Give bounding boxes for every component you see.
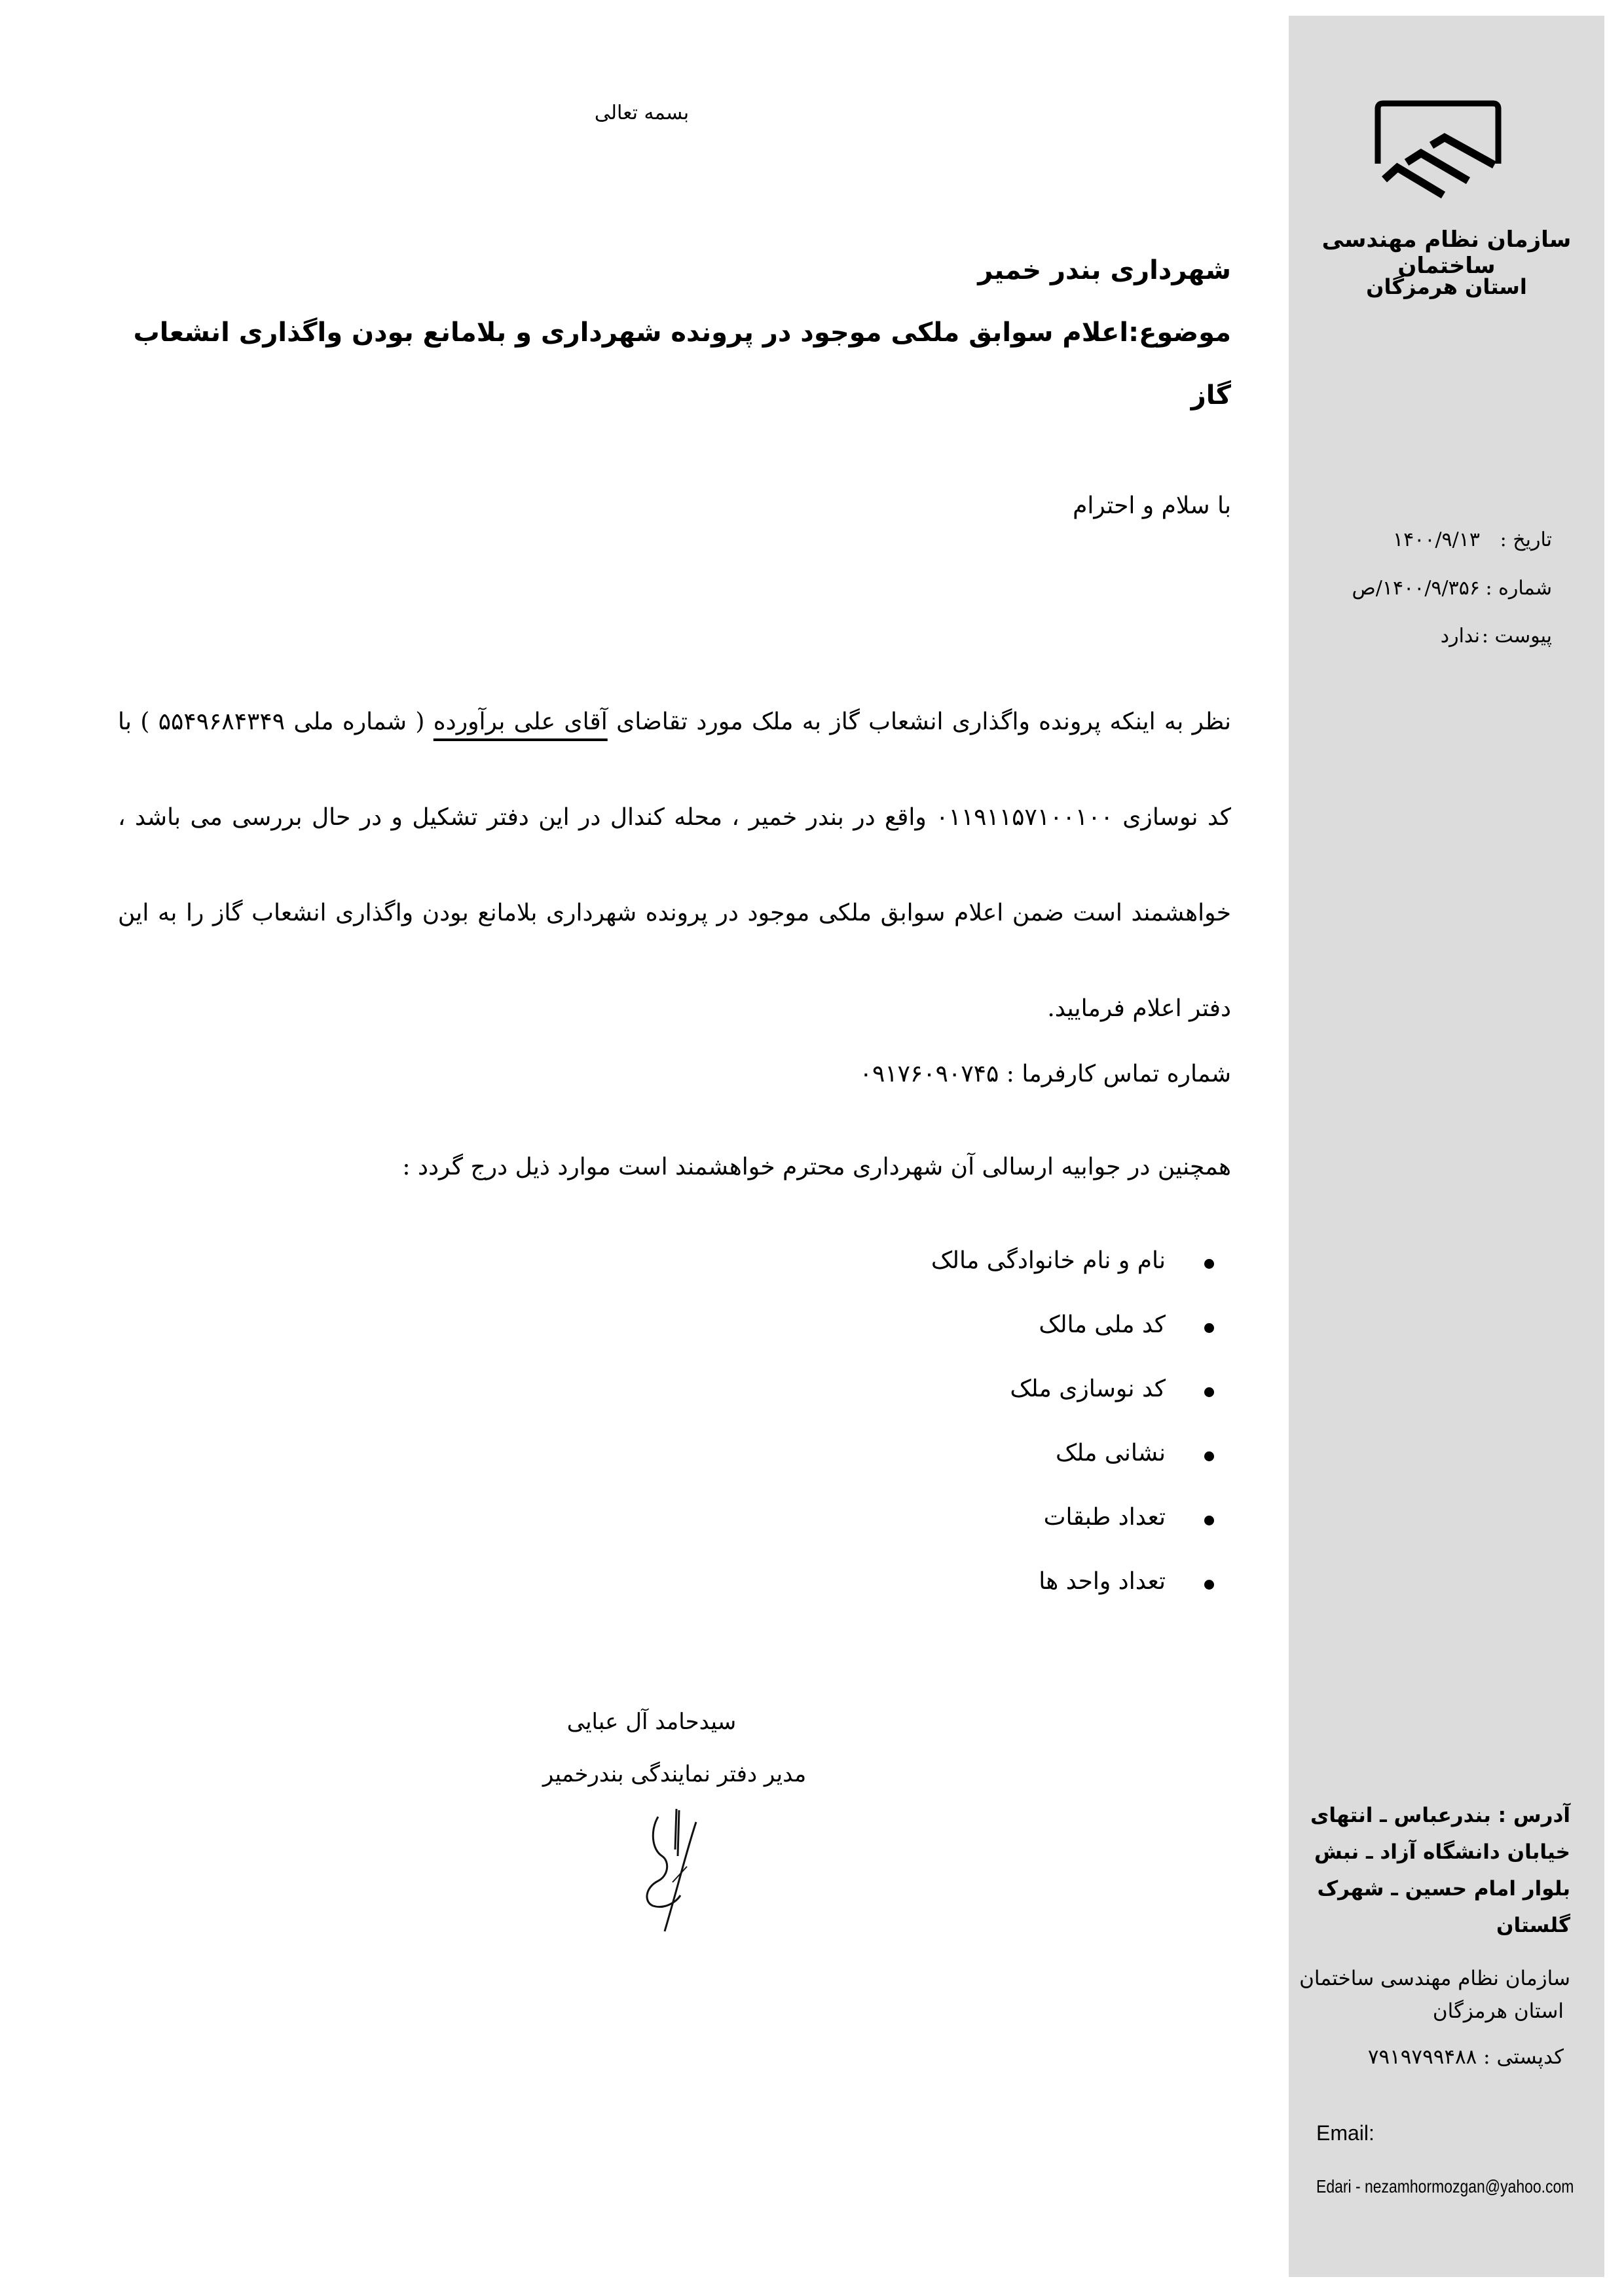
bismillah-heading: بسمه تعالی [594,101,690,124]
list-item-text: کد ملی مالک [1039,1311,1166,1338]
office-address: آدرس : بندرعباس ـ انتهای خیابان دانشگاه آزاد ـ نبش بلوار امام حسین ـ شهرک گلستان [1310,1804,1570,1937]
letterhead-sidebar [1289,16,1604,2277]
applicant-name: آقای علی برآورده [433,708,608,735]
bullet-icon [1204,1259,1214,1269]
list-item [931,1311,1231,1376]
email-label: Email: [1316,2121,1375,2145]
bullet-icon [1204,1580,1214,1590]
list-item [931,1504,1231,1568]
attachment-value: ندارد [1440,625,1480,647]
greeting: با سلام و احترام [1073,492,1231,519]
bullet-icon [1204,1323,1214,1333]
signatory-name: سیدحامد آل عبایی [566,1709,737,1735]
org-name-line1: سازمان نظام مهندسی ساختمان [1321,227,1572,279]
employer-phone: شماره تماس کارفرما : ۰۹۱۷۶۰۹۰۷۴۵ [859,1061,1231,1087]
meta-date [1289,528,1604,557]
list-item [931,1247,1231,1311]
handwritten-signature-icon [638,1804,710,1935]
bullet-icon [1204,1516,1214,1525]
building-roofs-logo-icon [1373,100,1504,204]
list-item-text: نشانی ملک [1056,1440,1166,1467]
list-item-text: نام و نام خانوادگی مالک [931,1247,1166,1274]
list-item-text: کد نوسازی ملک [1010,1376,1166,1402]
list-item-text: تعداد واحد ها [1039,1568,1166,1595]
list-item [931,1376,1231,1440]
footer-org-line2: استان هرمزگان [1432,1999,1564,2023]
recipient: شهرداری بندر خمیر [978,255,1231,285]
required-items-intro: همچنین در جوابیه ارسالی آن شهرداری محترم خواهشمند است موارد ذیل درج گردد : [402,1154,1231,1180]
body-text-end: ( شماره ملی ۵۵۴۹۶۸۴۳۴۹ ) با کد نوسازی ۰۱۱۹۱۱۵۷۱۰۰۱۰۰ واقع در بندر خمیر ، محله کندال در این دفتر تشکیل و در حال بررسی می باشد ، خواهشمند است ضمن اعلام سوابق ملکی موجود در پرونده شهرداری بلامانع بودن واگذاری انشعاب گاز را به این دفتر اعلام فرمایید. [118,708,1231,1022]
org-name-line2: استان هرمزگان [1366,274,1527,299]
required-items-list [931,1247,1231,1632]
attachment-label: پیوست : [1481,625,1552,647]
meta-attachment [1289,625,1604,653]
subject-line: موضوع:اعلام سوابق ملکی موجود در پرونده شهرداری و بلامانع بودن واگذاری انشعاب گاز [133,318,1231,410]
meta-number [1289,577,1604,606]
number-value: ۱۴۰۰/۹/۳۵۶/ص [1352,577,1480,600]
bullet-icon [1204,1387,1214,1397]
list-item-text: تعداد طبقات [1043,1504,1166,1531]
number-label: شماره : [1485,577,1552,600]
signatory-title: مدیر دفتر نمایندگی بندرخمیر [542,1761,807,1787]
bullet-icon [1204,1451,1214,1461]
body-text-start: نظر به اینکه پرونده واگذاری انشعاب گاز به ملک مورد تقاضای [607,708,1231,735]
date-value: ۱۴۰۰/۹/۱۳ [1392,528,1480,551]
postal-code: کدپستی : ۷۹۱۹۷۹۹۴۸۸ [1367,2045,1564,2069]
footer-org-line1: سازمان نظام مهندسی ساختمان [1299,1967,1570,1990]
date-label: تاریخ : [1500,528,1552,551]
letter-body [118,674,1231,1057]
list-item [931,1440,1231,1504]
email-address: Edari - nezamhormozgan@yahoo.com [1316,2176,1574,2196]
list-item [931,1568,1231,1632]
